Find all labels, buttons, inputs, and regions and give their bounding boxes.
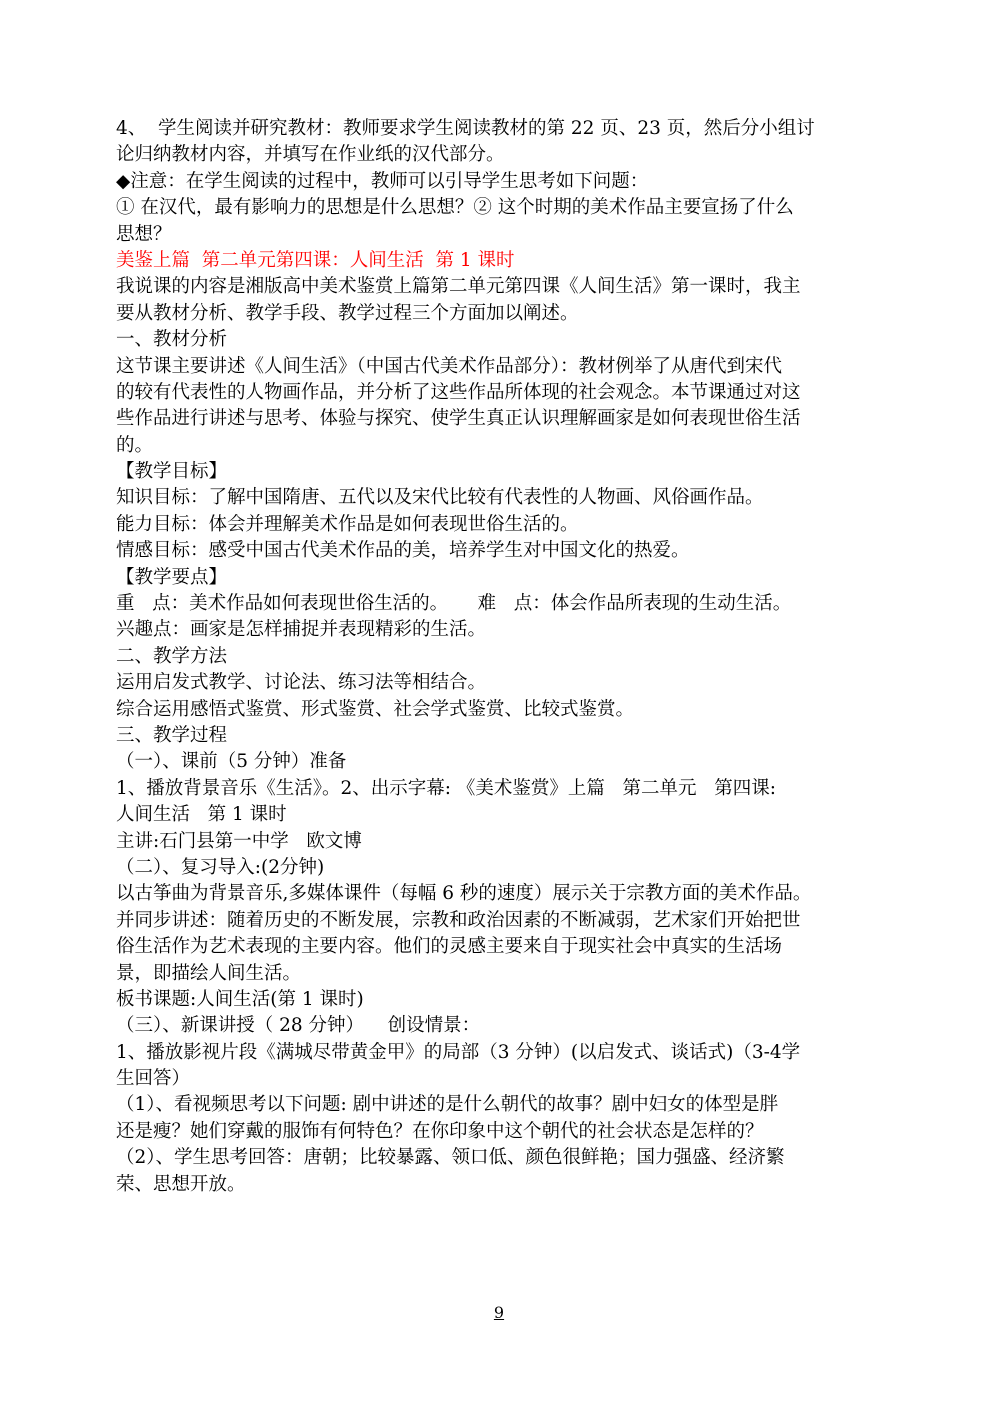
text-line: 1、播放影视片段《满城尽带黄金甲》的局部（3 分钟）(以启发式、谈话式)（3-4学 <box>116 1041 801 1063</box>
text-line: 能力目标：体会并理解美术作品是如何表现世俗生活的。 <box>116 513 579 535</box>
text-line: 情感目标：感受中国古代美术作品的美，培养学生对中国文化的热爱。 <box>116 540 690 562</box>
text-line: ① 在汉代，最有影响力的思想是什么思想？② 这个时期的美术作品主要宣扬了什么 <box>116 197 794 219</box>
text-line: 这节课主要讲述《人间生活》（中国古代美术作品部分）：教材例举了从唐代到宋代 <box>116 355 783 377</box>
text-line: 板书课题:人间生活(第 1 课时) <box>116 988 364 1010</box>
text-line: 以古筝曲为背景音乐,多媒体课件（每幅 6 秒的速度）展示关于宗教方面的美术作品。 <box>116 883 812 905</box>
text-line: 还是瘦？她们穿戴的服饰有何特色？在你印象中这个朝代的社会状态是怎样的？ <box>116 1120 764 1142</box>
text-line: （三）、新课讲授（ 28 分钟） 创设情景： <box>116 1015 481 1037</box>
text-line: 思想？ <box>116 223 172 245</box>
text-line: 运用启发式教学、讨论法、练习法等相结合。 <box>116 672 487 694</box>
section-heading: 三、教学过程 <box>116 724 228 746</box>
text-line: 我说课的内容是湘版高中美术鉴赏上篇第二单元第四课《人间生活》第一课时，我主 <box>116 276 801 298</box>
subsection-heading: 【教学目标】 <box>116 461 228 483</box>
text-line: 景，即描绘人间生活。 <box>116 962 302 984</box>
text-line: 的。 <box>116 434 154 456</box>
text-line: 的较有代表性的人物画作品，并分析了这些作品所体现的社会观念。本节课通过对这 <box>116 381 801 403</box>
section-heading: 一、教材分析 <box>116 329 228 351</box>
text-line: 并同步讲述：随着历史的不断发展，宗教和政治因素的不断减弱，艺术家们开始把世 <box>116 909 801 931</box>
text-line: （1）、看视频思考以下问题: 剧中讲述的是什么朝代的故事？剧中妇女的体型是胖 <box>116 1094 779 1116</box>
text-line: 俗生活作为艺术表现的主要内容。他们的灵感主要来自于现实社会中真实的生活场 <box>116 936 783 958</box>
text-line: （二）、复习导入:(2分钟) <box>116 856 325 878</box>
text-line: 知识目标：了解中国隋唐、五代以及宋代比较有代表性的人物画、风俗画作品。 <box>116 487 764 509</box>
text-line: 1、播放背景音乐《生活》。2、出示字幕: 《美术鉴赏》上篇 第二单元 第四课: <box>116 777 776 799</box>
text-line: 些作品进行讲述与思考、体验与探究、使学生真正认识理解画家是如何表现世俗生活 <box>116 408 801 430</box>
text-line: （一）、课前（5 分钟）准备 <box>116 751 347 773</box>
text-line: 主讲:石门县第一中学 欧文博 <box>116 830 362 852</box>
text-line: 荣、思想开放。 <box>116 1173 246 1195</box>
text-line: （2）、学生思考回答：唐朝；比较暴露、领口低、颜色很鲜艳；国力强盛、经济繁 <box>116 1147 785 1169</box>
page-number: 9 <box>493 1303 505 1322</box>
text-line: 重 点：美术作品如何表现世俗生活的。 难 点：体会作品所表现的生动生活。 <box>116 593 792 615</box>
document-body <box>116 116 886 1198</box>
lesson-heading: 美鉴上篇 第二单元第四课：人间生活 第 1 课时 <box>116 249 515 271</box>
text-line: 论归纳教材内容，并填写在作业纸的汉代部分。 <box>116 144 505 166</box>
text-line: 要从教材分析、教学手段、教学过程三个方面加以阐述。 <box>116 302 579 324</box>
text-line: 综合运用感悟式鉴赏、形式鉴赏、社会学式鉴赏、比较式鉴赏。 <box>116 698 635 720</box>
text-line: 4、 学生阅读并研究教材：教师要求学生阅读教材的第 22 页、23 页，然后分小组讨 <box>116 118 815 139</box>
subsection-heading: 【教学要点】 <box>116 566 228 588</box>
text-line: ◆注意：在学生阅读的过程中，教师可以引导学生思考如下问题： <box>116 170 649 192</box>
section-heading: 二、教学方法 <box>116 645 228 667</box>
text-line: 人间生活 第 1 课时 <box>116 804 287 826</box>
text-line: 生回答） <box>116 1068 191 1090</box>
text-line: 兴趣点：画家是怎样捕捉并表现精彩的生活。 <box>116 619 487 641</box>
